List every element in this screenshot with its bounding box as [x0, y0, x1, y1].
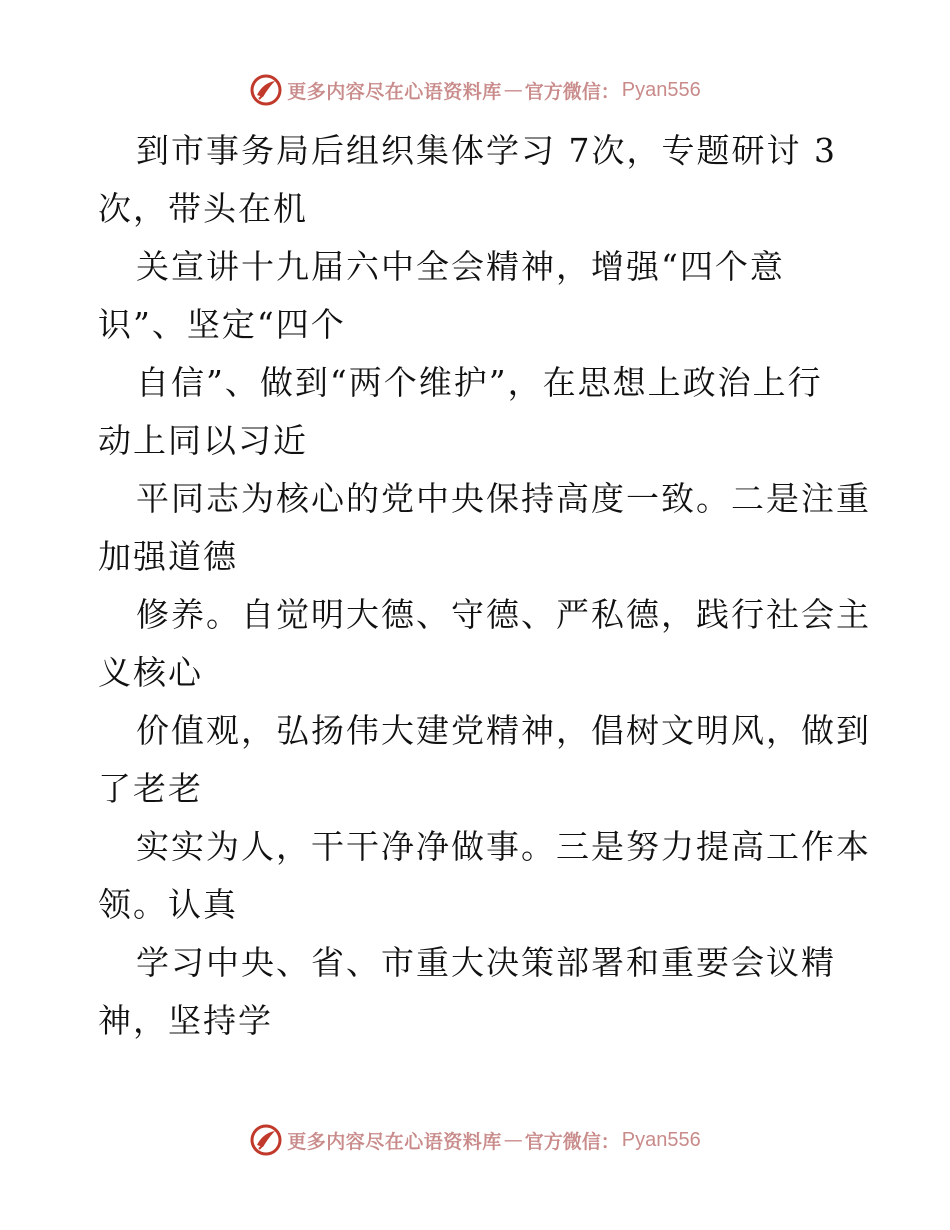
pen-logo-icon [249, 73, 283, 107]
text-line: 实实为人，干干净净做事。三是努力提高工作本 [136, 827, 871, 866]
text-line: 平同志为核心的党中央保持高度一致。二是注重 [136, 479, 871, 518]
text-line: 识”、坚定“四个 [98, 305, 346, 344]
text-line: 了老老 [98, 769, 203, 808]
text-line: 学习中央、省、市重大决策部署和重要会议精 [136, 943, 836, 982]
text-line: 关宣讲十九届六中全会精神，增强“四个意 [136, 247, 785, 286]
banner-dash: — [503, 79, 523, 101]
banner-account: Pyan556 [621, 1128, 701, 1151]
text-line: 义核心 [98, 653, 203, 692]
text-line: 动上同以习近 [98, 421, 308, 460]
text-line: 自信”、做到“两个维护”，在思想上政治上行 [136, 363, 823, 402]
text-line: 次，带头在机 [98, 189, 308, 228]
text-line: 到市事务局后组织集体学习 7次，专题研讨 3 [136, 131, 837, 170]
text-line: 加强道德 [98, 537, 238, 576]
document-body [98, 122, 871, 1050]
text-line: 价值观，弘扬伟大建党精神，倡树文明风，做到 [136, 711, 871, 750]
pen-logo-icon [249, 1123, 283, 1157]
text-line: 神，坚持学 [98, 1001, 273, 1040]
banner-site-text: 更多内容尽在心语资料库 [287, 1130, 502, 1153]
footer-banner [0, 1120, 950, 1160]
banner-wechat-label: 官方微信： [524, 1130, 620, 1153]
text-line: 修养。自觉明大德、守德、严私德，践行社会主 [136, 595, 871, 634]
banner-dash: — [503, 1129, 523, 1151]
banner-wechat-label: 官方微信： [524, 80, 620, 103]
text-line: 领。认真 [98, 885, 238, 924]
header-banner [0, 70, 950, 110]
banner-account: Pyan556 [621, 78, 701, 101]
banner-site-text: 更多内容尽在心语资料库 [287, 80, 502, 103]
